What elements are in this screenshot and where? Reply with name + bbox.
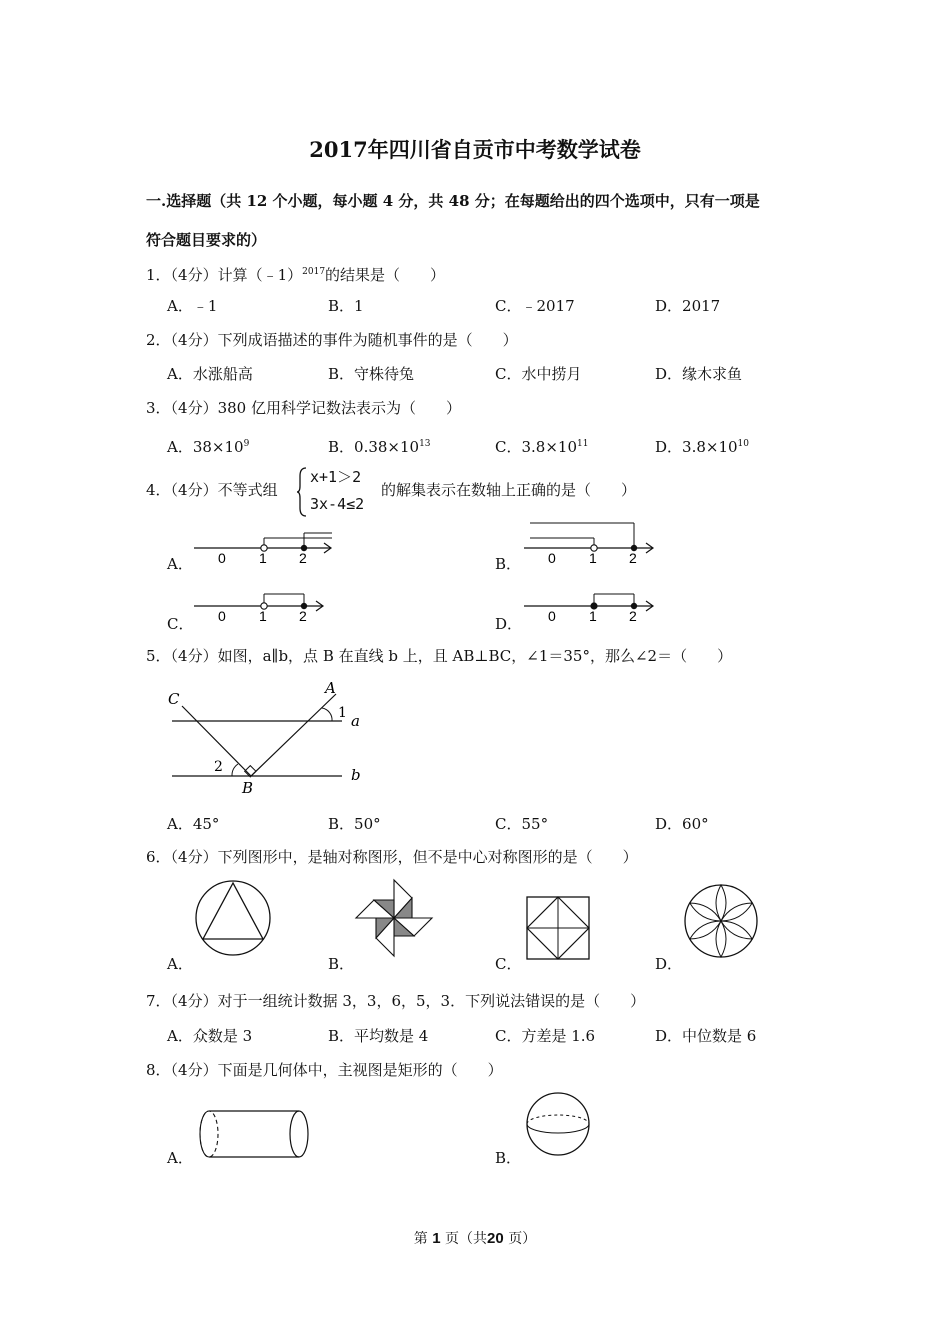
tick-1: 1 — [589, 550, 597, 566]
question-3-option-b-exp: 13 — [419, 439, 431, 449]
question-5-stem: 5．（4分）如图，a∥b，点 B 在直线 b 上，且 AB⊥BC，∠1＝35°，那么∠2＝（ ） — [146, 647, 733, 665]
number-line-d[interactable] — [522, 586, 672, 626]
label-line-a: a — [351, 712, 360, 730]
tick-1: 1 — [259, 550, 267, 566]
question-2-option-a[interactable]: A．水涨船高 — [167, 365, 253, 383]
page-footer — [0, 1228, 950, 1248]
tick-2: 2 — [299, 550, 307, 566]
question-7-option-c[interactable]: C．方差是 1.6 — [495, 1027, 596, 1045]
circle-triangle-figure[interactable] — [195, 878, 275, 958]
footer-total-pages: 20 — [487, 1230, 504, 1247]
question-3-option-b[interactable] — [328, 434, 431, 457]
pinwheel-figure[interactable] — [356, 878, 436, 968]
footer-suffix: 页） — [508, 1231, 537, 1247]
number-line-c[interactable] — [192, 586, 342, 626]
tick-1: 1 — [589, 608, 597, 624]
question-3-option-a-base: A．38×10 — [167, 438, 244, 456]
question-1-stem — [146, 262, 445, 285]
label-a-point: A — [325, 679, 336, 697]
question-3-option-c[interactable] — [495, 434, 588, 457]
tick-0: 0 — [218, 608, 226, 624]
page-title: 2017年四川省自贡市中考数学试卷 — [309, 137, 641, 162]
segment-ab — [251, 694, 336, 776]
question-6-option-b-label[interactable]: B． — [328, 955, 355, 973]
question-1-stem-a: 1．（4分）计算（﹣1） — [146, 266, 303, 284]
question-3-option-a-exp: 9 — [243, 439, 250, 449]
question-1-stem-b: 的结果是（ ） — [325, 266, 446, 284]
section-heading-line2: 符合题目要求的） — [146, 231, 267, 249]
label-line-b: b — [351, 766, 361, 784]
flower-circle-figure[interactable] — [683, 883, 763, 963]
question-7-stem: 7．（4分）对于一组统计数据 3，3，6，5，3．下列说法错误的是（ ） — [146, 992, 646, 1010]
question-8-option-b-label[interactable]: B． — [495, 1149, 522, 1167]
angle-1-label: 1 — [338, 705, 347, 721]
question-1-option-a[interactable]: A．﹣1 — [167, 297, 218, 315]
question-2-option-c[interactable]: C．水中捞月 — [495, 365, 582, 383]
footer-prefix: 第 — [413, 1231, 428, 1247]
question-3-option-b-base: B．0.38×10 — [328, 438, 420, 456]
question-3-option-c-exp: 11 — [577, 439, 589, 449]
tick-2: 2 — [629, 550, 637, 566]
question-4-option-b-label[interactable]: B． — [495, 555, 522, 573]
number-line-a[interactable] — [192, 528, 342, 568]
number-line-b[interactable] — [522, 528, 672, 568]
angle-2-label: 2 — [214, 759, 223, 775]
label-c: C — [168, 690, 180, 708]
question-3-stem: 3．（4分）380 亿用科学记数法表示为（ ） — [146, 399, 461, 417]
question-1-exponent: 2017 — [302, 267, 326, 277]
question-6-option-a-label[interactable]: A． — [167, 955, 193, 973]
section-heading-line1: 一.选择题（共 12 个小题，每小题 4 分，共 48 分；在每题给出的四个选项中，只有一项是 — [146, 192, 760, 210]
question-7-option-d[interactable]: D．中位数是 6 — [655, 1027, 757, 1045]
question-3-option-a[interactable] — [167, 434, 249, 457]
question-4-option-c-label[interactable]: C． — [167, 615, 194, 633]
question-2-stem: 2．（4分）下列成语描述的事件为随机事件的是（ ） — [146, 331, 518, 349]
question-5-option-a[interactable]: A．45° — [167, 815, 220, 833]
question-4-stem-b: 的解集表示在数轴上正确的是（ ） — [381, 481, 637, 499]
question-2-option-d[interactable]: D．缘木求鱼 — [655, 365, 743, 383]
question-5-figure — [162, 680, 372, 800]
tick-0: 0 — [548, 608, 556, 624]
question-6-option-d-label[interactable]: D． — [655, 955, 683, 973]
brace-icon — [296, 466, 308, 518]
footer-page-number: 1 — [432, 1230, 441, 1247]
question-1-option-b[interactable]: B．1 — [328, 297, 364, 315]
tick-2: 2 — [629, 608, 637, 624]
question-3-option-d-base: D．3.8×10 — [655, 438, 738, 456]
tick-0: 0 — [548, 550, 556, 566]
square-diamond-figure[interactable] — [523, 893, 603, 973]
question-6-option-c-label[interactable]: C． — [495, 955, 522, 973]
tick-0: 0 — [218, 550, 226, 566]
question-4-option-d-label[interactable]: D． — [495, 615, 523, 633]
question-1-option-c[interactable]: C．﹣2017 — [495, 297, 575, 315]
inequality-1: x+1＞2 — [310, 468, 362, 486]
question-8-option-a-label[interactable]: A． — [167, 1149, 193, 1167]
question-8-stem: 8．（4分）下面是几何体中，主视图是矩形的（ ） — [146, 1061, 503, 1079]
question-3-option-d-exp: 10 — [737, 439, 749, 449]
question-4-option-a-label[interactable]: A． — [167, 555, 193, 573]
inequality-2: 3x-4≤2 — [310, 495, 365, 513]
footer-mid: 页（共 — [445, 1231, 488, 1247]
question-3-option-c-base: C．3.8×10 — [495, 438, 577, 456]
question-7-option-b[interactable]: B．平均数是 4 — [328, 1027, 429, 1045]
cylinder-figure[interactable] — [195, 1106, 315, 1166]
question-5-option-c[interactable]: C．55° — [495, 815, 549, 833]
question-5-option-d[interactable]: D．60° — [655, 815, 709, 833]
tick-1: 1 — [259, 608, 267, 624]
question-1-option-d[interactable]: D．2017 — [655, 297, 721, 315]
question-5-option-b[interactable]: B．50° — [328, 815, 381, 833]
question-3-option-d[interactable] — [655, 434, 749, 457]
label-b-point: B — [242, 779, 254, 797]
question-2-option-b[interactable]: B．守株待兔 — [328, 365, 415, 383]
question-7-option-a[interactable]: A．众数是 3 — [167, 1027, 253, 1045]
question-6-stem: 6．（4分）下列图形中，是轴对称图形，但不是中心对称图形的是（ ） — [146, 848, 638, 866]
tick-2: 2 — [299, 608, 307, 624]
sphere-figure[interactable] — [522, 1088, 602, 1168]
question-4-stem-a: 4．（4分）不等式组 — [146, 481, 278, 499]
